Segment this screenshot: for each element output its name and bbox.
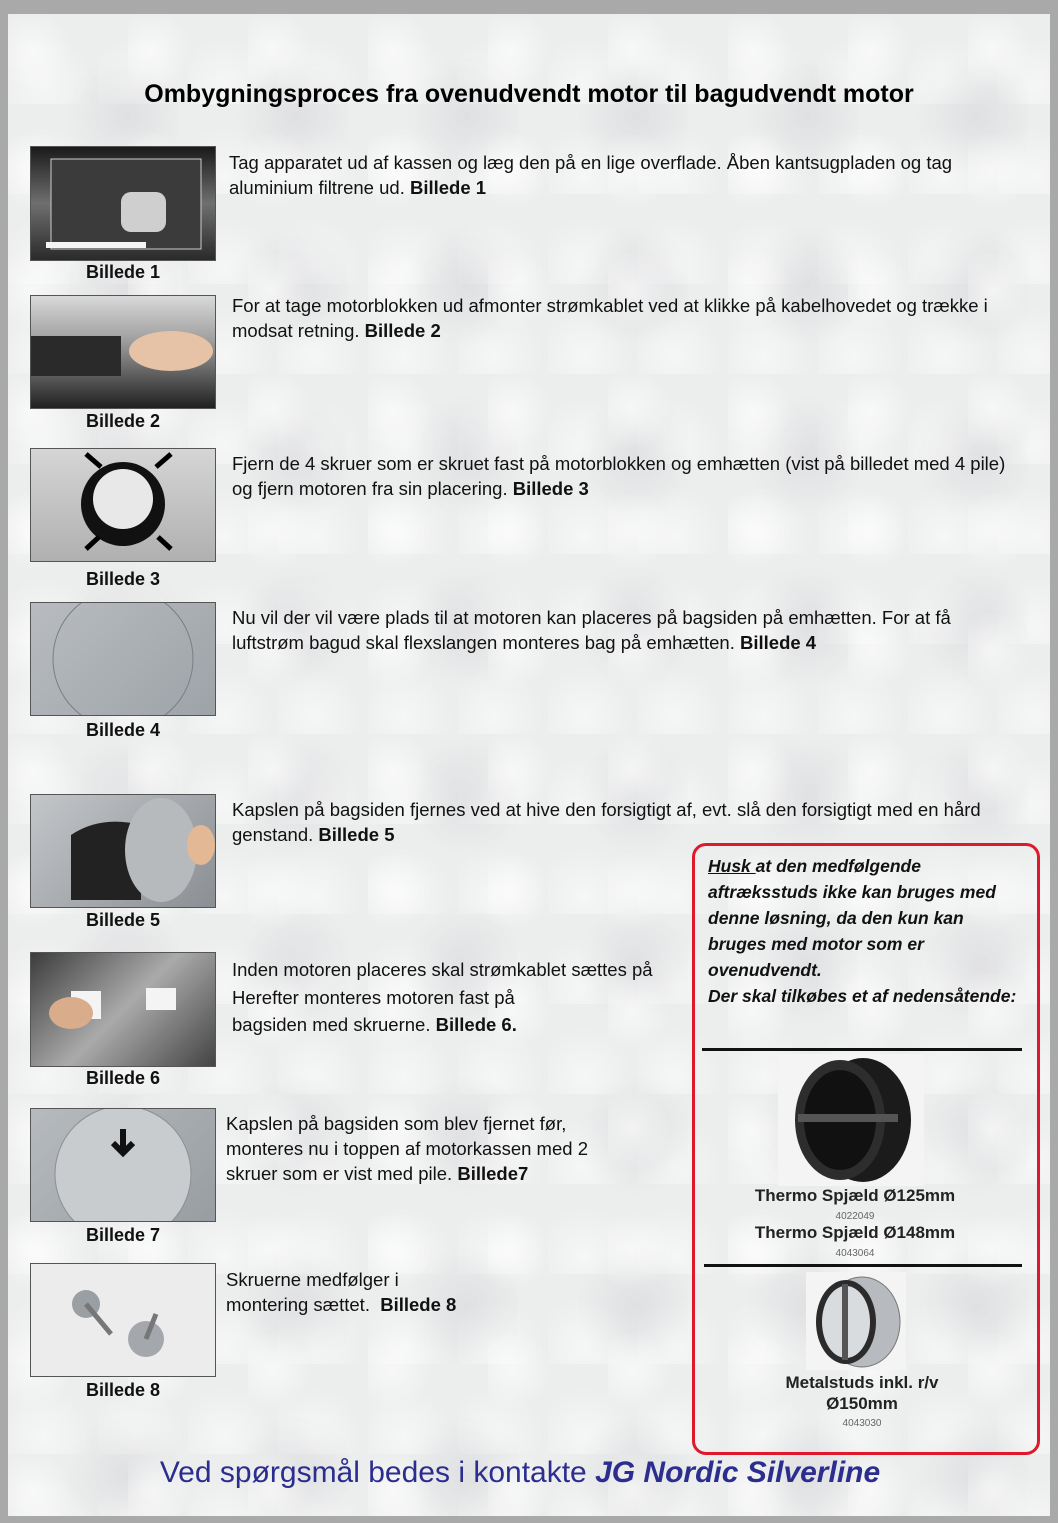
product-name-thermo-148: Thermo Spjæld Ø148mm bbox=[754, 1223, 956, 1242]
note-husk: Husk bbox=[708, 856, 756, 876]
note-divider-2 bbox=[704, 1264, 1022, 1267]
page-title: Ombygningsproces fra ovenudvendt motor til bagudvendt motor bbox=[144, 80, 914, 108]
caption-billede-2: Billede 2 bbox=[85, 411, 161, 431]
step-7-text: Kapslen på bagsiden som blev fjernet før, monteres nu i toppen af motorkassen med 2 skruer som er vist med pile. Billede7 bbox=[226, 1113, 588, 1184]
step-3-text: Fjern de 4 skruer som er skruet fast på motorblokken og emhætten (vist på billedet med 4 pile) og fjern motoren fra sin placering. Billede 3 bbox=[232, 453, 1006, 499]
step-8-text: Skruerne medfølger i montering sættet. Billede 8 bbox=[226, 1269, 457, 1315]
product-code-thermo-125: 4022049 bbox=[835, 1211, 875, 1222]
caption-billede-5: Billede 5 bbox=[85, 910, 161, 930]
photo-billede-8 bbox=[30, 1263, 216, 1377]
note-text: Husk at den medfølgende aftræksstuds ikke kan bruges med denne løsning, da den kun kan bruges med motor som er ovenudvendt. Der skal tilkøbes et af nedensåtende: bbox=[708, 856, 1017, 1006]
caption-billede-3: Billede 3 bbox=[85, 569, 161, 589]
note-divider-1 bbox=[702, 1048, 1022, 1051]
step-5-text: Kapslen på bagsiden fjernes ved at hive den forsigtigt af, evt. slå den forsigtigt med en hård genstand. Billede 5 bbox=[232, 799, 981, 845]
brand-name: JG Nordic Silverline bbox=[595, 1456, 881, 1489]
product-code-metalstuds: 4043030 bbox=[842, 1418, 882, 1429]
caption-billede-8: Billede 8 bbox=[85, 1380, 161, 1400]
step-4-text: Nu vil der vil være plads til at motoren kan placeres på bagsiden på emhætten. For at få luftstrøm bagud skal flexslangen monteres bag på emhætten. Billede 4 bbox=[232, 607, 951, 653]
thermo-damper-image bbox=[778, 1054, 924, 1186]
product-name-thermo-125: Thermo Spjæld Ø125mm bbox=[754, 1186, 956, 1205]
photo-billede-4 bbox=[30, 602, 216, 716]
photo-billede-5 bbox=[30, 794, 216, 908]
photo-billede-6 bbox=[30, 952, 216, 1067]
step-1-text: Tag apparatet ud af kassen og læg den på en lige overflade. Åben kantsugpladen og tag aluminium filtrene ud. Billede 1 bbox=[229, 152, 953, 198]
product-name-metalstuds: Metalstuds inkl. r/v Ø150mm bbox=[785, 1373, 939, 1413]
caption-billede-1: Billede 1 bbox=[85, 262, 161, 282]
photo-billede-2 bbox=[30, 295, 216, 409]
footer-contact: Ved spørgsmål bedes i kontakte JG Nordic Silverline bbox=[159, 1456, 881, 1489]
metal-spigot-image bbox=[806, 1272, 906, 1370]
product-code-thermo-148: 4043064 bbox=[835, 1248, 875, 1259]
step-6-text: Inden motoren placeres skal strømkablet sættes på Herefter monteres motoren fast på bagsiden med skruerne. Billede 6. bbox=[232, 959, 653, 1035]
caption-billede-6: Billede 6 bbox=[85, 1068, 161, 1088]
photo-billede-7 bbox=[30, 1108, 216, 1222]
step-2-text: For at tage motorblokken ud afmonter strømkablet ved at klikke på kabelhovedet og trække i modsat retning. Billede 2 bbox=[232, 295, 988, 341]
photo-billede-1 bbox=[30, 146, 216, 261]
caption-billede-4: Billede 4 bbox=[85, 720, 161, 740]
photo-billede-3 bbox=[30, 448, 216, 562]
caption-billede-7: Billede 7 bbox=[85, 1225, 161, 1245]
